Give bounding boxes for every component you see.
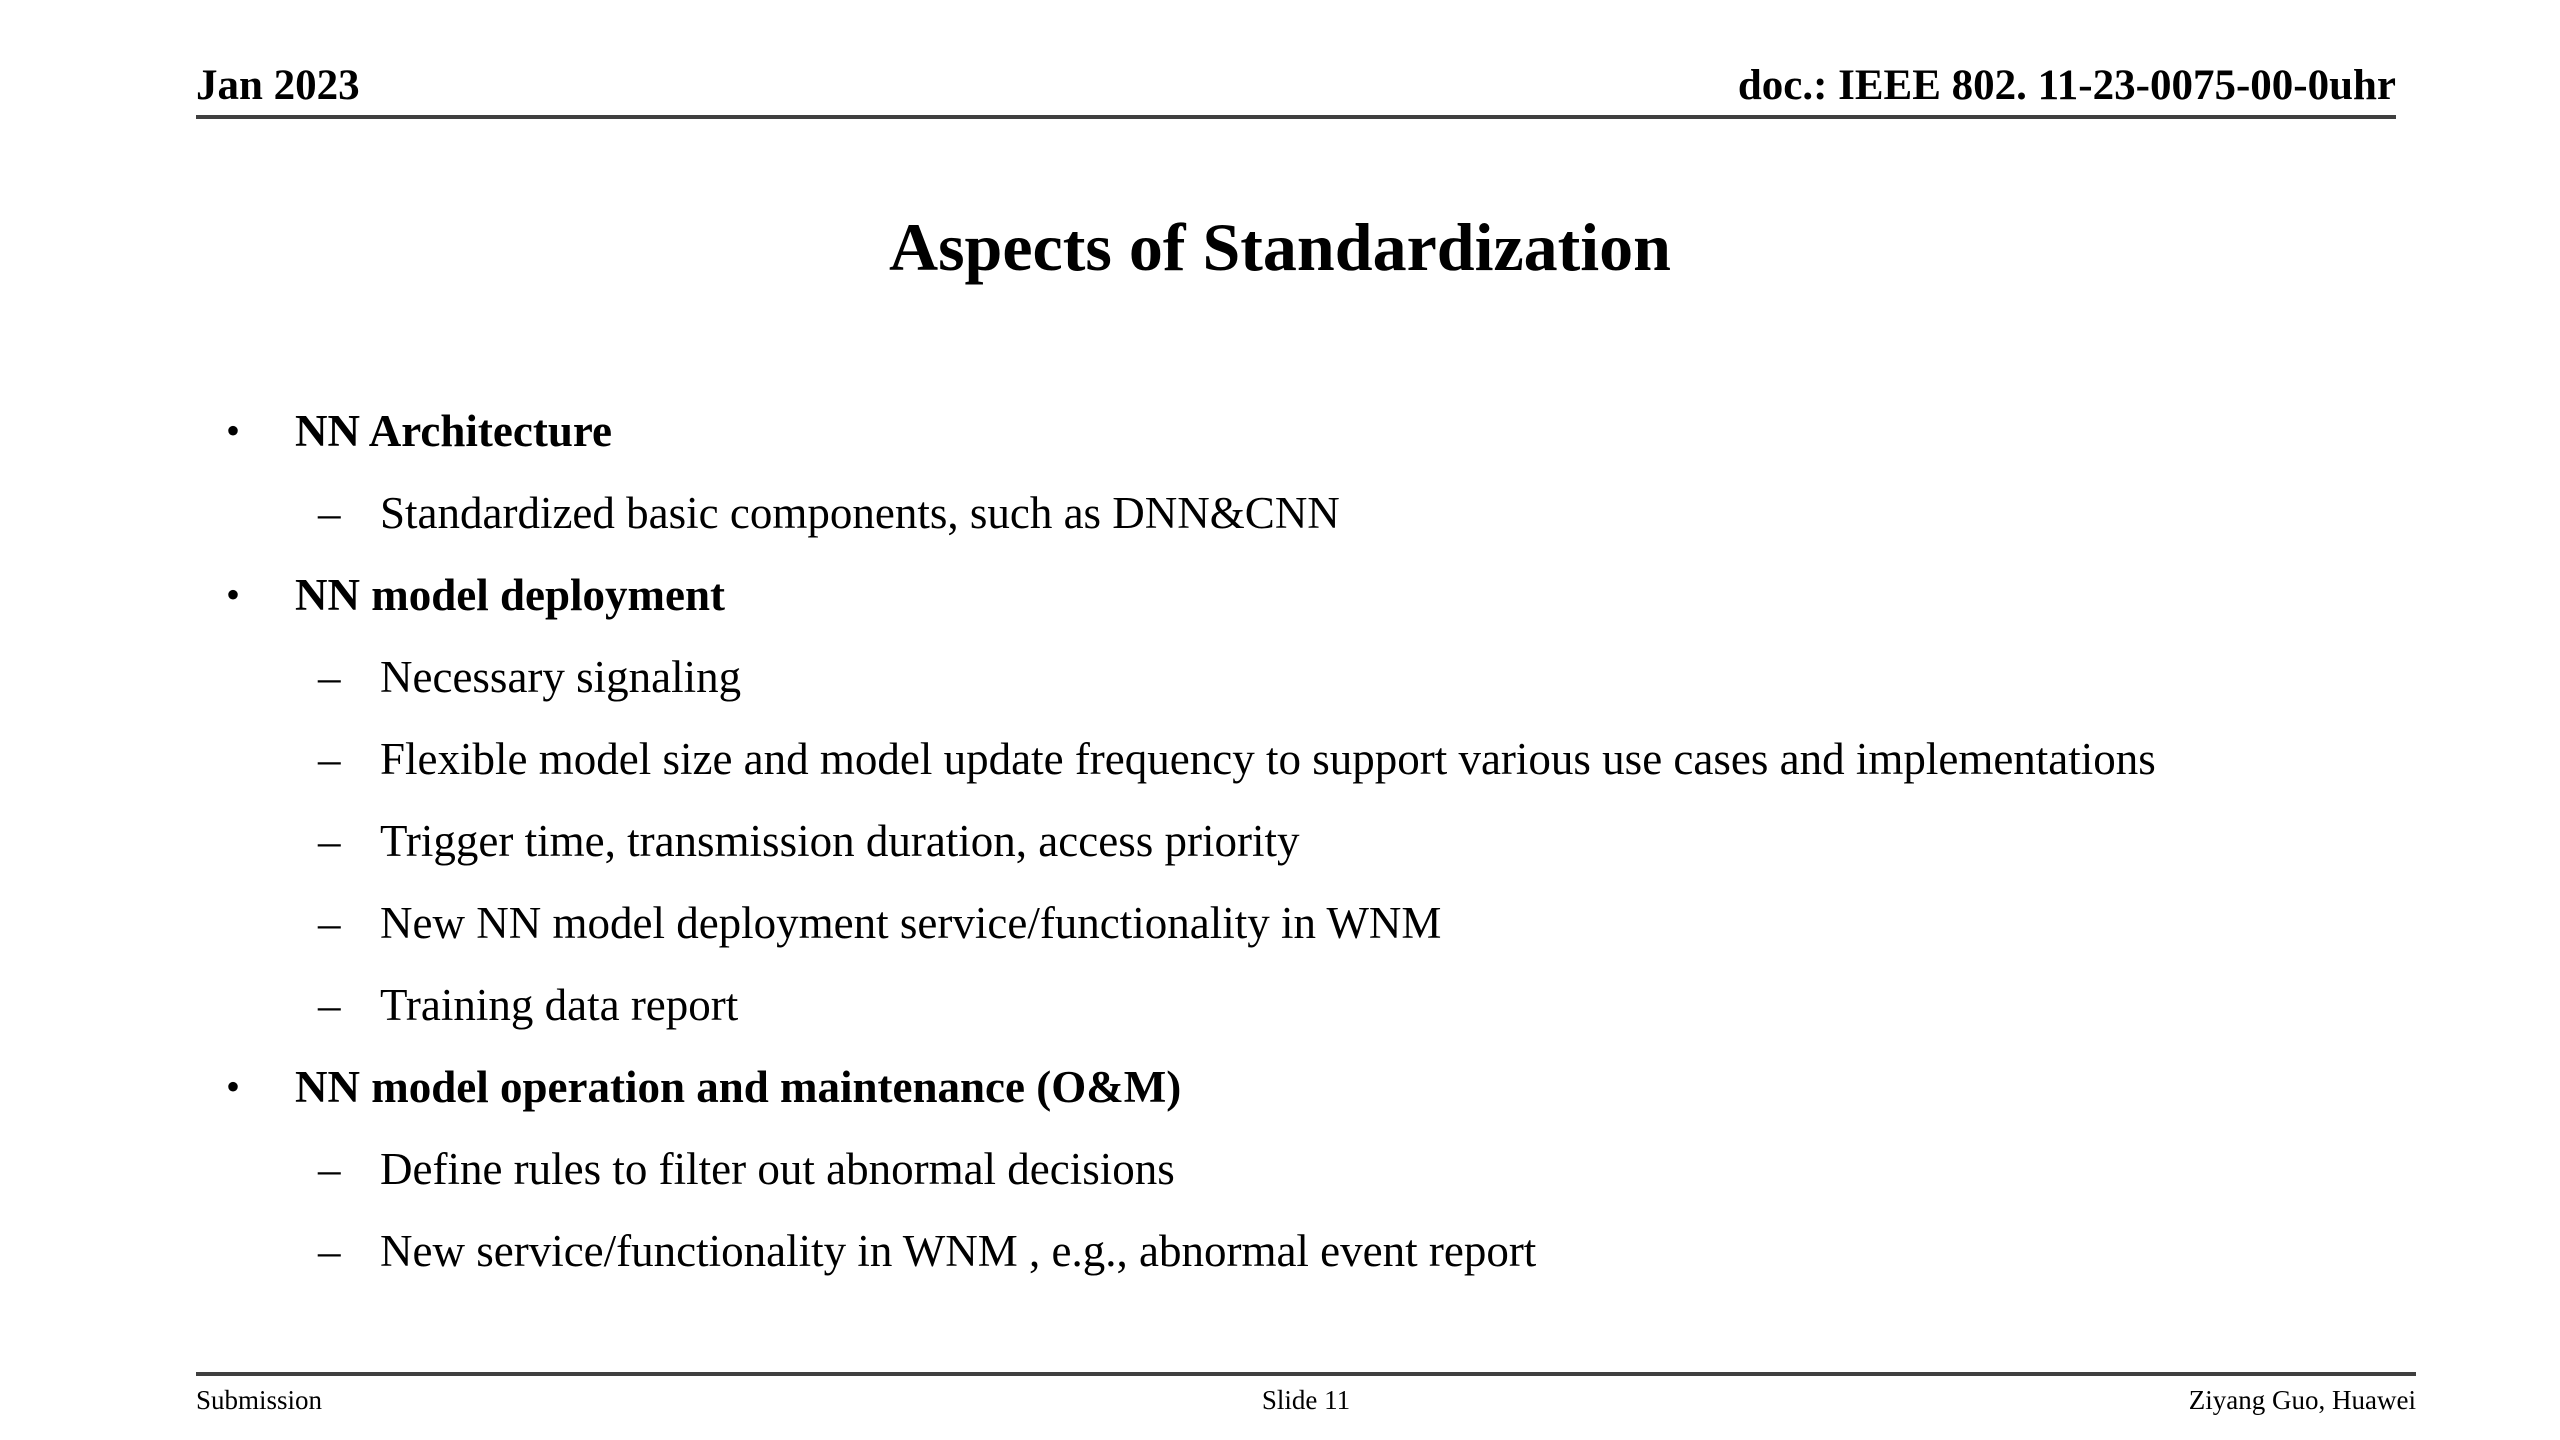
dash-marker: – (318, 1226, 341, 1276)
dash-marker: – (318, 816, 341, 866)
sub-bullet-item (0, 718, 2560, 800)
sub-bullet-item (0, 800, 2560, 882)
slide-header (196, 62, 2396, 119)
bullet-item (0, 390, 2560, 472)
sub-bullet-item (0, 472, 2560, 554)
dash-marker: – (318, 980, 341, 1030)
footer-slide-number: Slide 11 (1261, 1385, 1351, 1415)
bullet-marker: • (226, 572, 241, 617)
sub-bullet-text: Training data report (380, 980, 739, 1030)
bullet-label: NN Architecture (295, 406, 612, 456)
sub-bullet-item (0, 882, 2560, 964)
sub-bullet-text: Standardized basic components, such as DNN&CNN (380, 488, 1340, 538)
dash-marker: – (318, 898, 341, 948)
bullet-marker: • (226, 1064, 241, 1109)
sub-bullet-item (0, 964, 2560, 1046)
sub-bullet-text: Trigger time, transmission duration, access priority (380, 816, 1300, 866)
sub-bullet-text: New service/functionality in WNM , e.g., abnormal event report (380, 1226, 1537, 1276)
dash-marker: – (318, 1144, 341, 1194)
sub-bullet-text: New NN model deployment service/functionality in WNM (380, 898, 1442, 948)
bullet-item (0, 554, 2560, 636)
sub-bullet-text: Necessary signaling (380, 652, 742, 702)
dash-marker: – (318, 734, 341, 784)
sub-bullet-item (0, 636, 2560, 718)
slide-title: Aspects of Standardization (888, 209, 1672, 285)
sub-bullet-text: Define rules to filter out abnormal decisions (380, 1144, 1175, 1194)
slide-body (0, 390, 2560, 1292)
bullet-item (0, 1046, 2560, 1128)
footer-submission: Submission (196, 1385, 323, 1415)
sub-bullet-item (0, 1210, 2560, 1292)
bullet-label: NN model operation and maintenance (O&M) (295, 1062, 1182, 1112)
header-date: Jan 2023 (196, 62, 360, 109)
dash-marker: – (318, 652, 341, 702)
sub-bullet-item (0, 1128, 2560, 1210)
dash-marker: – (318, 488, 341, 538)
footer-author: Ziyang Guo, Huawei (2188, 1385, 2416, 1415)
sub-bullet-text: Flexible model size and model update frequency to support various use cases and implementations (380, 734, 2156, 784)
bullet-label: NN model deployment (295, 570, 725, 620)
header-doc-id: doc.: IEEE 802. 11-23-0075-00-0uhr (1737, 62, 2396, 109)
slide-footer (196, 1372, 2416, 1416)
bullet-marker: • (226, 408, 241, 453)
